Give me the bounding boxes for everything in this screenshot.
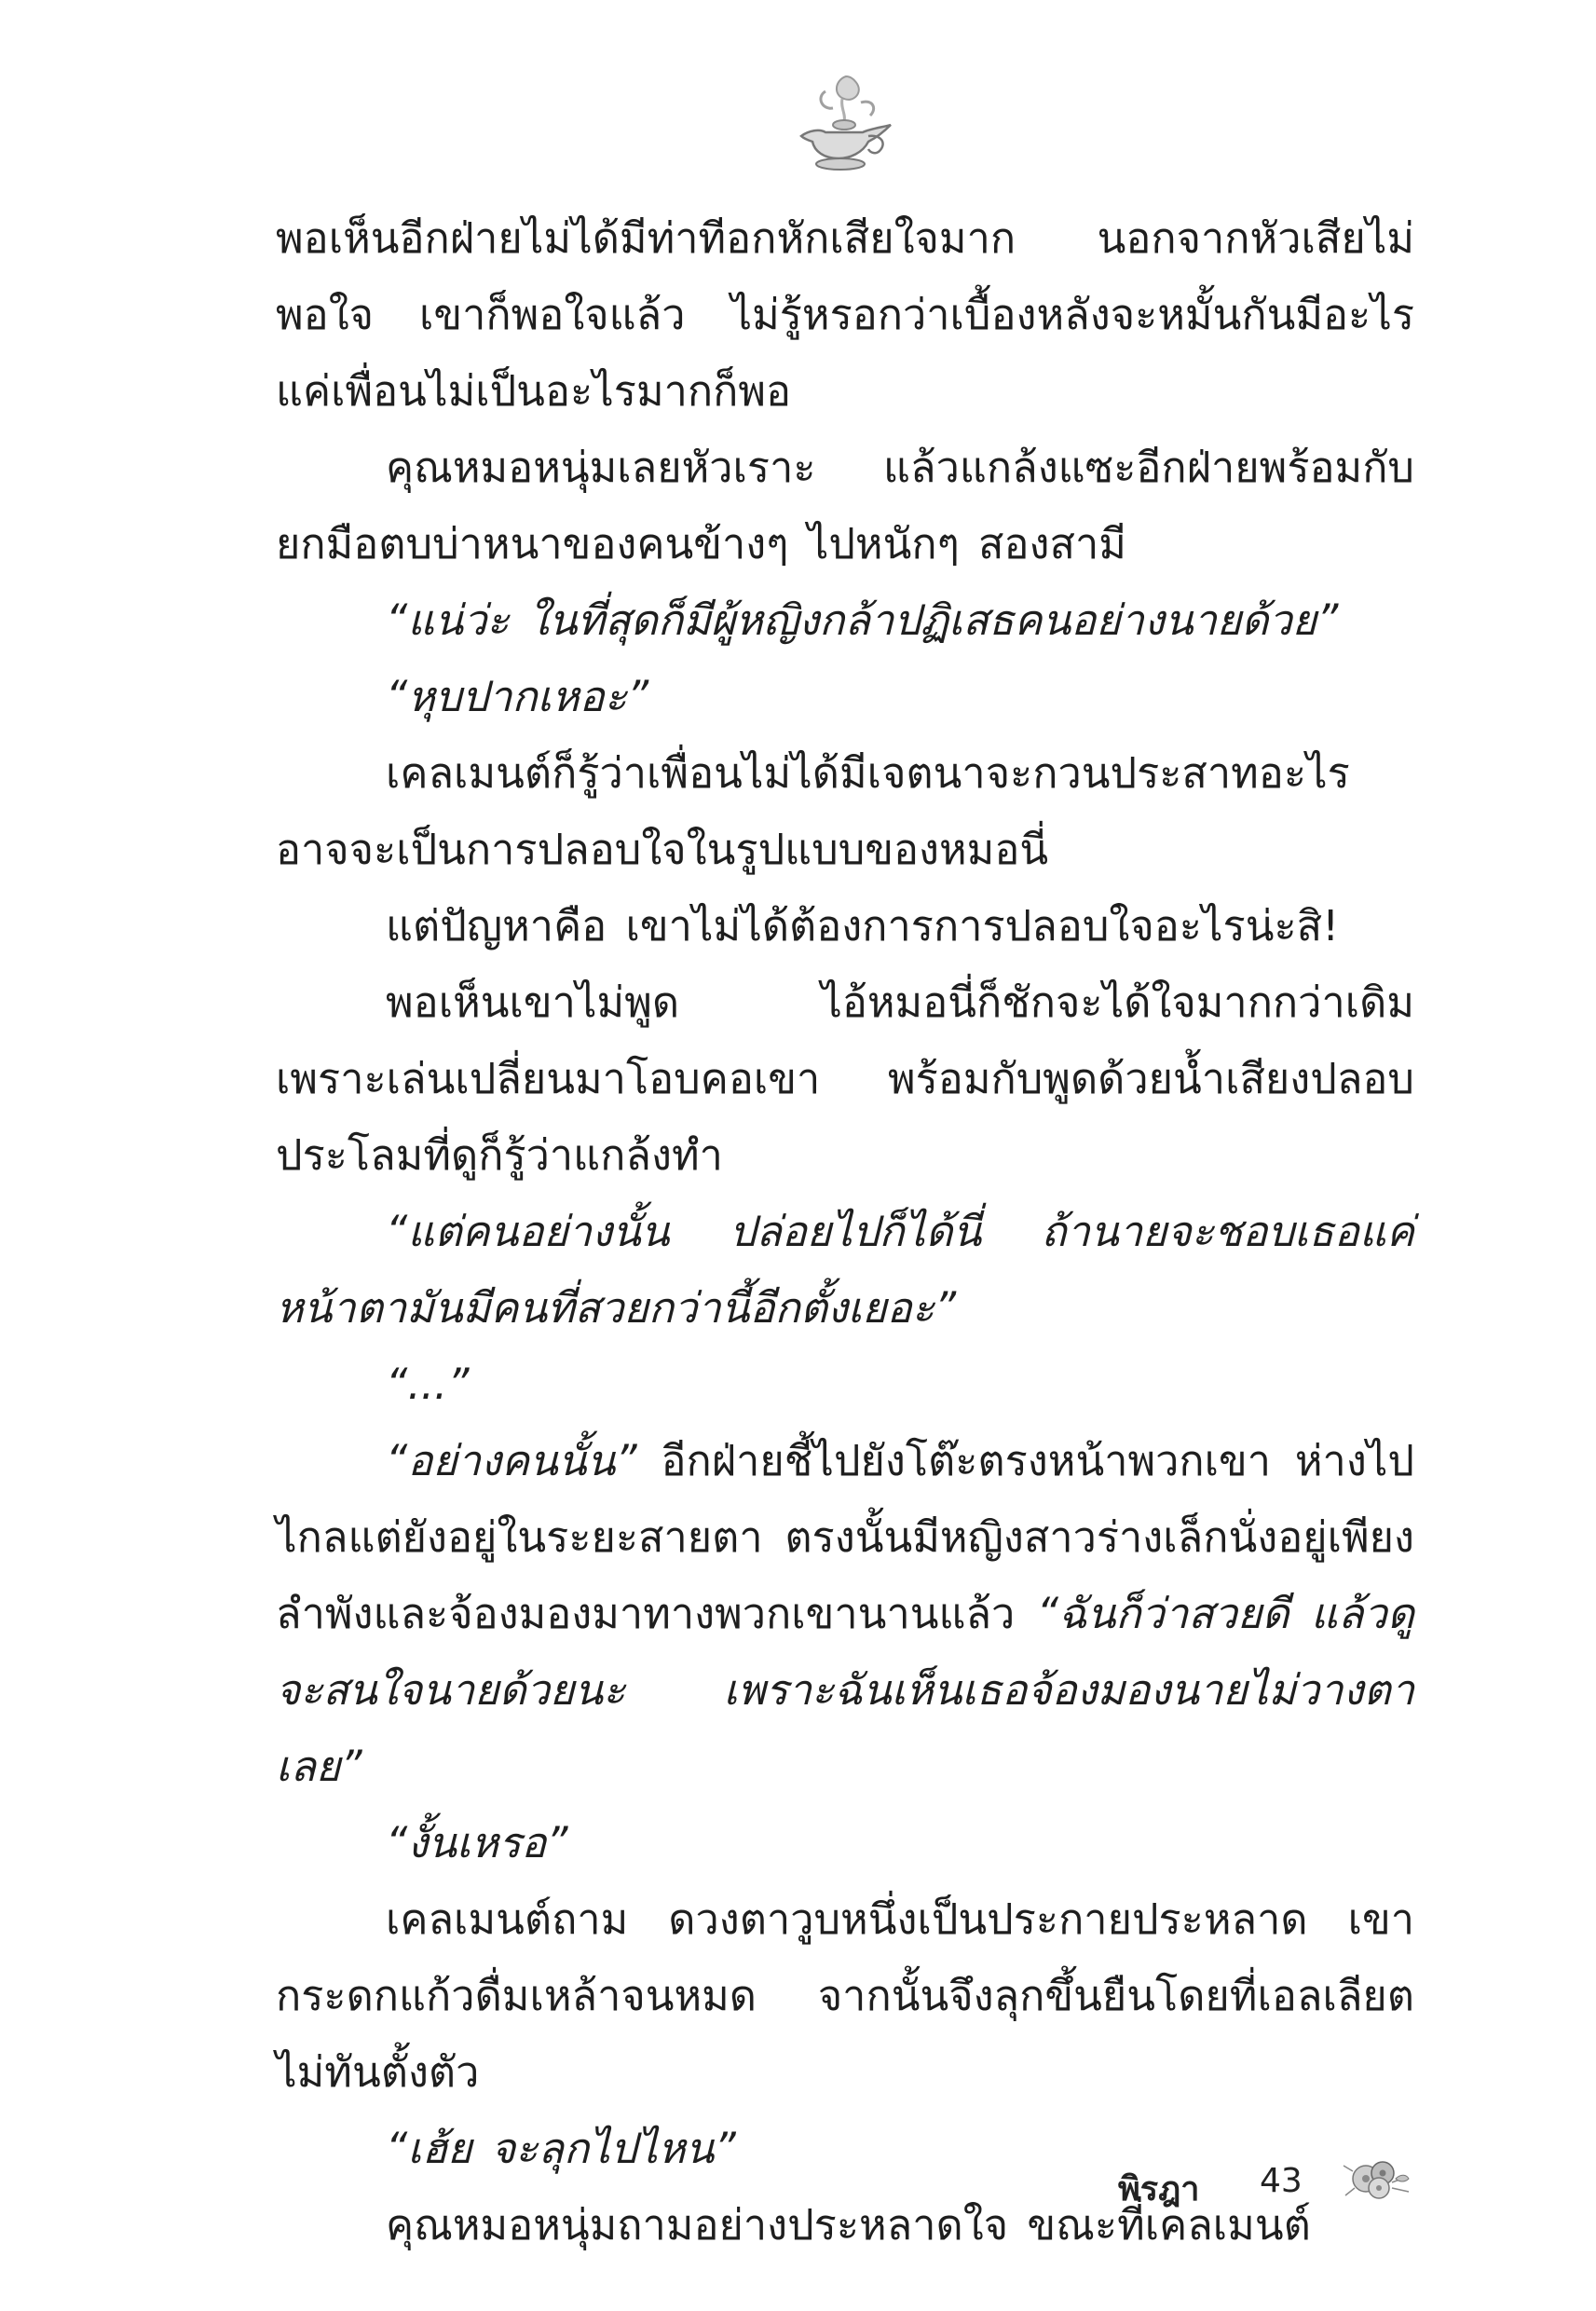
- dialogue-text: “แน่ว่ะ ในที่สุดก็มีผู้หญิงกล้าปฏิเสธคนอย่างนายด้วย”: [386, 595, 1339, 645]
- text-run: เคลเมนต์ถาม ดวงตาวูบหนึ่งเป็นประกายประหลาด เขากระดกแก้วดื่มเหล้าจนหมด จากนั้นจึงลุกขึ้นยืนโดยที่เอลเลียตไม่ทันตั้งตัว: [276, 1894, 1414, 2097]
- dialogue-text: “งั้นเหรอ”: [386, 1818, 568, 1867]
- dialogue-text: “หุบปากเหอะ”: [386, 672, 649, 721]
- dialogue-text: “อย่างคนนั้น”: [386, 1436, 637, 1485]
- text-run: แต่ปัญหาคือ เขาไม่ได้ต้องการการปลอบใจอะไรน่ะสิ!: [386, 901, 1340, 950]
- paragraph: [276, 1423, 1414, 1805]
- body-text: [276, 200, 1414, 2263]
- paragraph: [276, 1881, 1414, 2111]
- paragraph: [276, 735, 1414, 888]
- text-run: เคลเมนต์ก็รู้ว่าเพื่อนไม่ได้มีเจตนาจะกวนประสาทอะไร อาจจะเป็นการปลอบใจในรูปแบบของหมอนี่: [276, 748, 1350, 874]
- dialogue-line: [276, 1347, 1414, 1423]
- paragraph: [276, 430, 1414, 582]
- text-run: คุณหมอหนุ่มเลยหัวเราะ แล้วแกล้งแซะอีกฝ่ายพร้อมกับยกมือตบบ่าหนาของคนข้างๆ ไปหนักๆ สองสามี: [276, 443, 1414, 568]
- paragraph: [276, 964, 1414, 1194]
- paragraph: [276, 888, 1414, 964]
- dialogue-text: “...”: [386, 1360, 470, 1409]
- footer-author: พิรฎา: [1118, 2170, 1200, 2208]
- dialogue-line: [276, 1194, 1414, 1347]
- dialogue-text: “เฮ้ย จะลุกไปไหน”: [386, 2124, 736, 2173]
- text-run: พอเห็นเขาไม่พูด ไอ้หมอนี่ก็ชักจะได้ใจมากกว่าเดิม เพราะเล่นเปลี่ยนมาโอบคอเขา พร้อมกับพูดด้วยน้ำเสียงปลอบประโลมที่ดูก็รู้ว่าแกล้งทำ: [276, 978, 1414, 1180]
- page-number: 43: [1260, 2162, 1303, 2200]
- dialogue-line: [276, 582, 1414, 659]
- text-run: พอเห็นอีกฝ่ายไม่ได้มีท่าทีอกหักเสียใจมาก นอกจากหัวเสียไม่พอใจ เขาก็พอใจแล้ว ไม่รู้หรอกว่าเบื้องหลังจะหมั้นกันมีอะไร แค่เพื่อนไม่เป็นอะไรมากก็พอ: [276, 213, 1414, 416]
- paragraph: [276, 200, 1414, 430]
- dialogue-line: [276, 2111, 1414, 2187]
- dialogue-line: [276, 1805, 1414, 1881]
- dialogue-text: “ฉันก็ว่าสวยดี แล้วดูจะสนใจนายด้วยนะ เพราะฉันเห็นเธอจ้องมองนายไม่วางตาเลย”: [276, 1589, 1414, 1791]
- lamp-ornament-icon: [788, 71, 900, 173]
- dialogue-line: [276, 659, 1414, 735]
- text-run: คุณหมอหนุ่มถามอย่างประหลาดใจ ขณะที่เคลเมนต์: [386, 2200, 1311, 2249]
- paragraph: [276, 2187, 1414, 2263]
- dialogue-text: “แต่คนอย่างนั้น ปล่อยไปก็ได้นี่ ถ้านายจะชอบเธอแค่หน้าตามันมีคนที่สวยกว่านี้อีกตั้งเยอะ”: [276, 1207, 1414, 1333]
- flower-ornament-icon: [1340, 2151, 1414, 2207]
- text-run: อีกฝ่ายชี้ไปยังโต๊ะตรงหน้าพวกเขา ห่างไปไกลแต่ยังอยู่ในระยะสายตา ตรงนั้นมีหญิงสาวร่างเล็กนั่งอยู่เพียงลำพังและจ้องมองมาทางพวกเขานานแล้ว: [276, 1436, 1414, 1638]
